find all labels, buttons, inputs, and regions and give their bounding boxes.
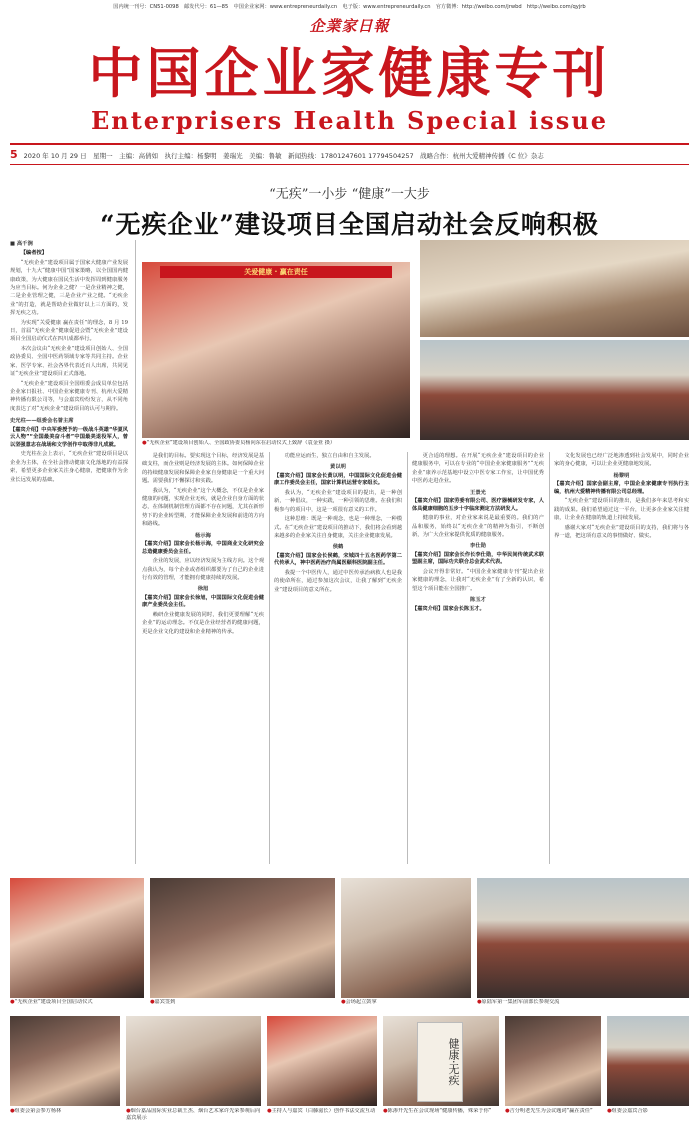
speaker-name: 王景光 <box>470 489 486 496</box>
photo-visit <box>477 878 689 998</box>
photo-committee <box>10 1016 120 1106</box>
paragraph: 史光柱在会上表示，“无疾企业”建设项目是以企业为主体，在全社会推动健康文化落地的有益探索，希望更多企业家关注身心健康，把健康作为企业长远发展的基础。 <box>10 451 128 483</box>
photo-launch <box>10 878 144 998</box>
speaker-name: 史光柱——组委会名誉主席 <box>10 418 74 425</box>
paragraph: 感谢大家对“无疾企业”建设项目的支持，我们将与各界一道，把这项有意义的事情做好、做实。 <box>554 524 689 540</box>
editor-note-label: 【编者按】 <box>20 250 48 257</box>
paragraph: “无疾企业”建设项目全国组委会成员单位包括企业家日报社、中国企业家健康专刊、杭州大爱精神传播有限公司等，与会嘉宾纷纷发言，从不同角度表达了对“无疾企业”建设项目的认可与期待。 <box>10 380 128 412</box>
masthead-title: 中国企业家健康专刊 <box>88 41 611 105</box>
speaker-intro: 【嘉宾介绍】国家会长陈玉才。 <box>412 605 485 612</box>
paragraph: 赖研企业健康发展的同时，我们更要理解“无疾企业”的运动理念。不仅是企业经营者的健康问题，更是企业文化的建设和企业精神的传承。 <box>142 612 264 635</box>
photo-caption: ●原陆军第一集团军前部长参观交流 <box>477 999 560 1005</box>
masthead-english: Enterprisers Health Special issue <box>90 106 609 135</box>
article-column-2 <box>142 452 264 864</box>
speaker-intro: 【嘉宾介绍】国家会长徐旭，中国国际文化促进会健康产业委员会主任。 <box>142 594 264 609</box>
photo-caption: ●烟台嘉品国际实业总裁王杰、烟台艺术家许先荣参观后向嘉宾展示 <box>126 1108 261 1121</box>
newspaper-brand: 企業家日報 <box>309 17 390 35</box>
photo-caption: ●嘉宾签到 <box>150 999 176 1005</box>
calligraphy-scroll: 健康·无疾 <box>417 1022 463 1102</box>
speaker-intro: 【嘉宾介绍】中央军委授予的一级战斗英雄“华夏风云人物”“全国最美奋斗者”中国最美退役军人，曾以坚强意志在战场和文学创作中取得非凡成就。 <box>10 426 128 448</box>
photo-calligraphy <box>267 1016 377 1106</box>
paragraph: 文化发展也已经广泛地渗透到社会发展中，同时企业家的身心健康，可以让企业更健康地发展。 <box>554 453 689 468</box>
article-column-5 <box>554 452 689 864</box>
article-headline: “无疾企业”建设项目全国启动社会反响积极 <box>100 210 599 239</box>
speaker-intro: 【嘉宾介绍】国家会长黄以明，中国国际文化促进会健康工作委员会主任，国家计算机运营专家组长。 <box>274 472 402 487</box>
top-info-bar: 国内统一刊号：CN51-0098 邮发代号：61—85 中国企业家网：www.entrepreneurdaily.cn 电子版：www.entrepreneurdaily.cn 官方微博：http://weibo.com/jrwbd http://weibo.com/qyjrb <box>113 4 586 10</box>
photo-caption: ●吉分明老先生为会议题词“赢在责任” <box>505 1108 593 1114</box>
photo-signin <box>150 878 335 998</box>
speaker-name: 李仕勋 <box>470 543 486 550</box>
photo-applause <box>341 878 471 998</box>
paragraph: 为实现“关爱健康 赢在责任”的理念，8 月 19 日，首届“无疾企业”健康促进会暨“无疾企业”建设项目全国启动仪式在四川成都举行。 <box>10 319 128 343</box>
paragraph: 健康的事业，对企业家来说是最重要的。我们的产品和服务，始终以“无疾企业”的精神为指引，不断创新，为广大企业家提供优质的健康服务。 <box>412 515 544 539</box>
photo-caption: ●陈渗开先生在会议现场“健康传播，殊荣于你” <box>383 1108 492 1114</box>
article-column-3 <box>274 452 402 864</box>
issue-info-bar <box>10 146 689 164</box>
paragraph: 会议开得非常好。“中国企业家健康专刊”提出企业家健康的理念，让我对“无疾企业”有了全新的认识，希望这个项目能在全国推广。 <box>412 569 544 592</box>
paragraph: “无疾企业”建设项目属于国家大健康产业发展规划，十九大“健康中国”国家策略，以全国国内健康政策，为大健康在国民生活中发挥周到健康服务为应当目标。何为企业之健？一是企业精神之健，二是企业管理之健，三是企业产业之健。“无疾企业”的打造，就是帮助企业做好以上三方面的，发挥无疾之功。 <box>10 259 128 317</box>
article-kicker: “无疾”一小步 “健康”一大步 <box>269 187 430 202</box>
photo-guests <box>607 1016 689 1106</box>
info-rule <box>10 164 689 165</box>
main-photo-caption: ●“无疾企业”建设项目创始人、全国政协委员杨向东在启动仪式上致辞（袁金亚 摄） <box>142 440 336 446</box>
photo-caption: ●会场起立鼓掌 <box>341 999 377 1005</box>
speaker-intro: 【嘉宾介绍】国家劳委有限公司、医疗器械研发专家，人体具健康细胞的五步十字临床测定方法研发人。 <box>412 498 544 512</box>
stage-banner: 关爱健康 · 赢在责任 <box>160 266 392 278</box>
photo-caption: ●“无疾企业”建设项目全国启动仪式 <box>10 999 93 1005</box>
article-column-1 <box>10 240 128 864</box>
photo-caption: ●组委会第会参方杨林 <box>10 1108 62 1114</box>
issue-info-text: 2020 年 10 月 29 日 星期一 主编：高倩如 执行主编：杨黎明 姜瑞光 美编：鲁敏 新闻热线：17801247601 17794504257 战略合作：杭州大爱精神传播《C 位》杂志 <box>23 152 544 160</box>
column-divider <box>135 240 136 864</box>
speaker-intro: 【嘉宾介绍】国家会副主席，中国企业家健康专刊执行主编，杭州大爱精神传播有限公司总经理。 <box>554 481 689 495</box>
paragraph: “无疾企业”建设项目的推出，是我们多年来思考和实践的成果。我们希望通过这一平台，让更多企业家关注健康，让企业在健康的轨道上持续发展。 <box>554 498 689 522</box>
photo-inscription <box>505 1016 601 1106</box>
speaker-intro: 【嘉宾介绍】国家会长作长李仕勋，中华民间传统武术联盟副主席，国际功夫联合总会武术代表。 <box>412 551 544 566</box>
paragraph: 我认为，“无疾企业”建设项目的提出，是一种创新，一种倡议，一种实践，一种引领的思维。在我们积极参与的项目中，这是一项很有意义的工作。 <box>274 490 402 513</box>
speaker-name: 黄以明 <box>330 464 346 471</box>
paragraph: 是我们的目标。要实现这个目标，经济发展是基础支柱，而企业则是经济发展的主体。如何保障企业的持续健康发展和保障企业家自身健康是一个重大问题。需要我们不懈探讨和实践。 <box>142 453 264 485</box>
paragraph: 本次会议由“无疾企业”建设项目创始人、全国政协委员、全国中医药领域专家等共同主持。企业家、医学专家、社会各界代表近百人出席，共同见证“无疾企业”建设项目正式落地。 <box>10 345 128 378</box>
speaker-intro: 【嘉宾介绍】国家会长侯鹤，宋城四十五名医药学第二代传承人，神中医药治疗尚属医颐科医院副主任。 <box>274 552 402 567</box>
column-divider <box>269 452 270 864</box>
page-number: 5 <box>10 148 18 161</box>
article-column-4 <box>412 452 544 864</box>
photo-art <box>126 1016 261 1106</box>
speaker-name: 陈玉才 <box>470 597 486 604</box>
article-byline: ■ 高千涧 <box>10 241 33 247</box>
column-divider <box>407 452 408 864</box>
column-divider <box>549 452 550 864</box>
paragraph: 企业的发展，应以经济发展为主线方向。这个观点我认为，每个企业或者组织都要为了自己的企业进行有效的管理，才能拥有健康持续的发展。 <box>142 558 264 582</box>
photo-caption: ●组委会嘉宾合影 <box>607 1108 648 1114</box>
speaker-name: 杨黎明 <box>613 472 630 479</box>
paragraph: 我认为，“无疾企业”这个大概念，不仅是企业家健康的问题，实现企业无疾，就是企业自身方面的状态，在体制机制管理方面都不存在问题，尤其在新形势下的企业转型期，才能保障企业发展和前进的方向和路线。 <box>142 487 264 528</box>
speaker-name: 杨示海 <box>195 532 211 539</box>
main-photo <box>142 262 410 438</box>
speaker-name: 侯鹤 <box>332 544 344 551</box>
hall-photo <box>420 240 689 337</box>
paragraph: 这种思维：既是一种观念，也是一种理念，一种模式。在“无疾企业”建设项目的推动下，我们将会看到越来越多的企业家关注自身健康，关注企业健康发展。 <box>274 516 402 540</box>
paragraph: 我提一个中医传人，通过中医传承治病救人也是我的使命所在，通过参加这次会议，让我了解到“无疾企业”建设项目的意义所在。 <box>274 570 402 593</box>
photo-scroll <box>383 1016 499 1106</box>
photo-caption: ●主持人与嘉宾（白藤滋长）创作书法交流互动 <box>267 1108 376 1114</box>
speaker-name: 徐旭 <box>197 586 209 593</box>
speaker-intro: 【嘉宾介绍】国家会长杨示海，中国商业文化研究会总造健康委员会主任。 <box>142 541 264 555</box>
group-photo <box>420 340 689 440</box>
masthead-rule <box>10 143 689 145</box>
paragraph: 更合适的理想。在开展“无疾企业”建设项目的企业健康服务中，可以在专业的“中国企业家健康服务”“无疾企业”康养示范基地中设立中医专家工作室，让中国优秀中医药走进企业。 <box>412 453 544 485</box>
paragraph: 功能应运而生，独立自由和自主发展。 <box>284 453 375 459</box>
